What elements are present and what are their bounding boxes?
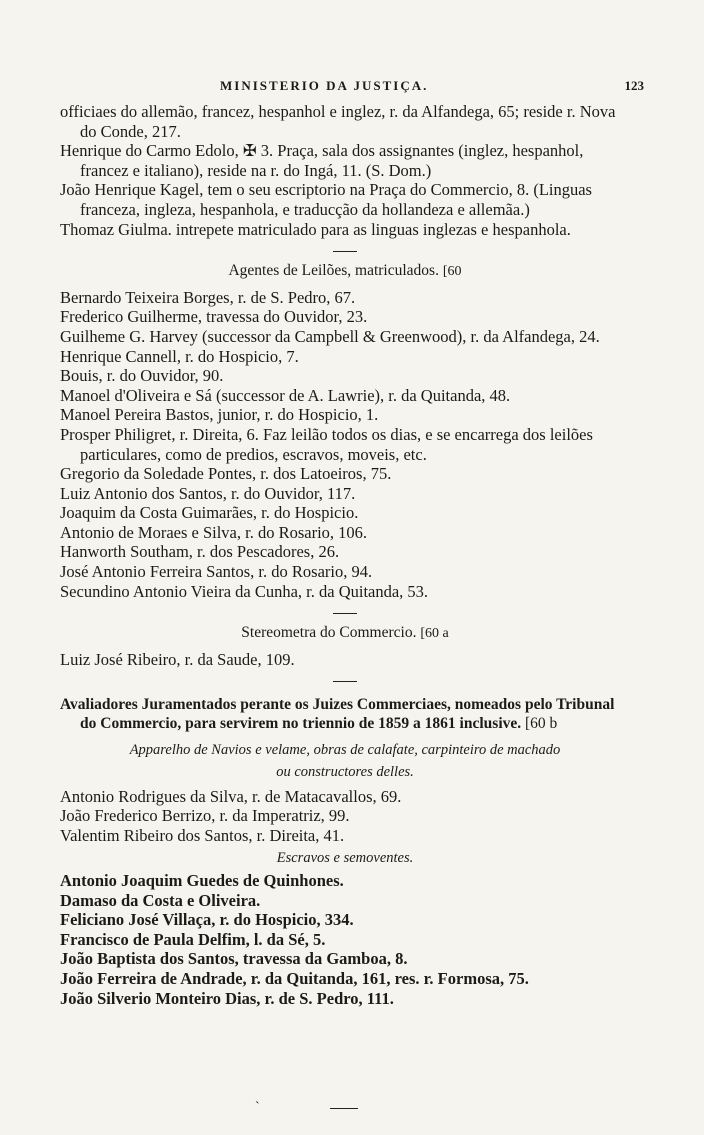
list-item: Antonio Joaquim Guedes de Quinhones. xyxy=(60,871,344,890)
list-item: João Frederico Berrizo, r. da Imperatriz, 99. xyxy=(60,806,350,826)
list-item: Antonio de Moraes e Silva, r. do Rosario, 106. xyxy=(60,522,368,542)
subheading-navios-cont: ou constructores delles. xyxy=(276,764,414,781)
list-item: Manoel Pereira Bastos, junior, r. do Hospicio, 1. xyxy=(60,405,379,425)
interpreters-continued xyxy=(60,102,630,239)
page-body xyxy=(60,102,630,1008)
list-item: Manoel d'Oliveira e Sá (successor de A. Lawrie), r. da Quitanda, 48. xyxy=(60,385,511,405)
auctioneers-ref: [60 xyxy=(442,264,462,280)
list-item: João Silverio Monteiro Dias, r. de S. Pedro, 111. xyxy=(60,988,394,1008)
list-item: Prosper Philigret, r. Direita, 6. Faz leilão todos os dias, e se encarrega dos leilões particulares, como de predios, escravos, moveis, etc. xyxy=(60,424,593,464)
subheading-navios: Apparelho de Navios e velame, obras de calafate, carpinteiro de machado xyxy=(129,742,561,759)
list-item: officiaes do allemão, francez, hespanhol e inglez, r. da Alfandega, 65; reside r. Nova do Conde, 217. xyxy=(60,102,616,141)
avaliadores-heading-text: Avaliadores Juramentados perante os Juizes Commerciaes, nomeados pelo Tribunal do Commercio, para servirem no triennio de 1859 a 1861 inclusive. xyxy=(60,696,615,733)
list-item: Guilheme G. Harvey (successor da Campbell & Greenwood), r. da Alfandega, 24. xyxy=(60,326,600,346)
list-item: Antonio Rodrigues da Silva, r. de Matacavallos, 69. xyxy=(60,786,402,806)
list-item: Thomaz Giulma. intrepete matriculado para as linguas inglezas e hespanhola. xyxy=(60,219,571,239)
avaliadores-ref: [60 b xyxy=(525,715,558,733)
footer-rule xyxy=(330,1108,358,1109)
list-item: Luiz José Ribeiro, r. da Saude, 109. xyxy=(60,649,295,669)
list-item: Gregorio da Soledade Pontes, r. dos Latoeiros, 75. xyxy=(60,464,392,484)
footer-mark: ˋ xyxy=(255,1100,260,1115)
list-item: Henrique Cannell, r. do Hospicio, 7. xyxy=(60,346,299,366)
list-item: Feliciano José Villaça, r. do Hospicio, 334. xyxy=(60,910,354,930)
avaliadores-group-navios xyxy=(60,787,630,846)
auctioneers-heading-text: Agentes de Leilões, matriculados. xyxy=(228,262,439,280)
stereometra-ref: [60 a xyxy=(420,626,449,642)
list-item: Hanworth Southam, r. dos Pescadores, 26. xyxy=(60,542,340,562)
list-item: João Henrique Kagel, tem o seu escriptorio na Praça do Commercio, 8. (Linguas franceza, ingleza, hespanhola, e traducção da hollandeza e allemãa.) xyxy=(60,180,592,219)
list-item: Luiz Antonio dos Santos, r. do Ouvidor, 117. xyxy=(60,483,356,503)
list-item: Valentim Ribeiro dos Santos, r. Direita, 41. xyxy=(60,825,345,845)
list-item: João Baptista dos Santos, travessa da Gamboa, 8. xyxy=(60,949,408,969)
list-item: Damaso da Costa e Oliveira. xyxy=(60,890,261,910)
list-item: Francisco de Paula Delfim, l. da Sé, 5. xyxy=(60,929,326,949)
list-item: José Antonio Ferreira Santos, r. do Rosario, 94. xyxy=(60,562,373,582)
section-heading-stereometra xyxy=(60,623,630,644)
avaliadores-group-escravos xyxy=(60,871,630,1008)
section-divider xyxy=(60,675,630,685)
list-item: Frederico Guilherme, travessa do Ouvidor, 23. xyxy=(60,307,368,327)
section-heading-avaliadores xyxy=(60,695,630,733)
subheading-escravos: Escravos e semoventes. xyxy=(276,850,414,867)
stereometra-heading-text: Stereometra do Commercio. xyxy=(241,624,417,642)
list-item: Bernardo Teixeira Borges, r. de S. Pedro, 67. xyxy=(60,287,356,307)
list-item: Joaquim da Costa Guimarães, r. do Hospicio. xyxy=(60,503,359,523)
list-item: Henrique do Carmo Edolo, ✠ 3. Praça, sala dos assignantes (inglez, hespanhol, francez e italiano), reside na r. do Ingá, 11. (S. Dom.) xyxy=(60,141,584,180)
list-item: Secundino Antonio Vieira da Cunha, r. da Quitanda, 53. xyxy=(60,581,429,601)
header-title: MINISTERIO DA JUSTIÇA. xyxy=(220,78,429,93)
section-divider xyxy=(60,607,630,617)
page-number: 123 xyxy=(624,78,644,93)
auctioneers-list xyxy=(60,288,630,602)
section-heading-auctioneers xyxy=(60,261,630,282)
list-item: Bouis, r. do Ouvidor, 90. xyxy=(60,366,224,386)
section-divider xyxy=(60,245,630,255)
list-item: João Ferreira de Andrade, r. da Quitanda, 161, res. r. Formosa, 75. xyxy=(60,968,529,988)
